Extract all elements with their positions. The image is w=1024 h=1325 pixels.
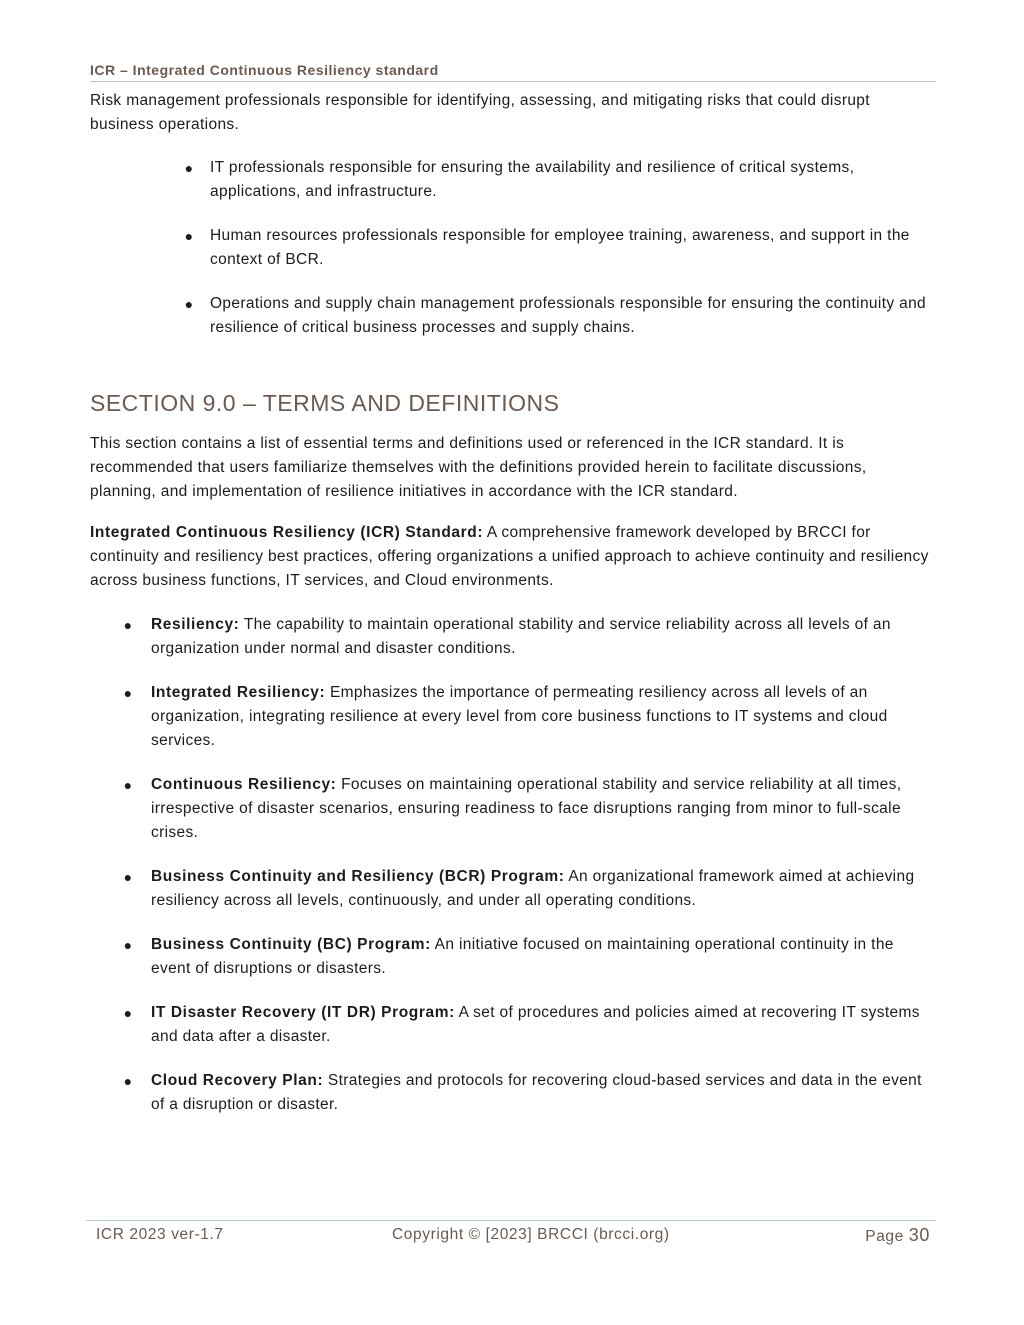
term-name: Integrated Resiliency: xyxy=(151,684,326,701)
term-definition: Focuses on maintaining operational stability and service reliability at all times, irrespective of disaster scenarios, ensuring readiness to face disruptions ranging from minor to full-scale crises. xyxy=(151,776,902,841)
definition-item xyxy=(123,681,936,753)
page-number xyxy=(865,1225,930,1246)
list-item-text: Human resources professionals responsible for employee training, awareness, and support in the context of BCR. xyxy=(210,227,910,268)
term-definition: A set of procedures and policies aimed at recovering IT systems and data after a disaster. xyxy=(151,1004,920,1045)
term-definition: The capability to maintain operational stability and service reliability across all levels of an organization under normal and disaster conditions. xyxy=(151,616,891,657)
section-intro: This section contains a list of essential terms and definitions used or referenced in the ICR standard. It is recommended that users familiarize themselves with the definitions provided herein to facilitate discussions, planning, and implementation of resilience initiatives in accordance with the ICR standard. xyxy=(90,435,867,500)
bullet-icon: ● xyxy=(184,296,194,312)
bullet-icon: ● xyxy=(123,685,133,701)
bullet-icon: ● xyxy=(123,777,133,793)
document-body xyxy=(90,89,936,1137)
bullet-icon: ● xyxy=(184,160,194,176)
definition-item xyxy=(123,773,936,845)
term-definition: An initiative focused on maintaining operational continuity in the event of disruptions or disasters. xyxy=(151,936,894,977)
bullet-icon: ● xyxy=(123,1073,133,1089)
term-name: IT Disaster Recovery (IT DR) Program: xyxy=(151,1004,455,1021)
definitions-list xyxy=(90,613,936,1117)
bullet-icon: ● xyxy=(123,1005,133,1021)
list-item xyxy=(184,292,936,340)
list-item-text: Operations and supply chain management professionals responsible for ensuring the continuity and resilience of critical business processes and supply chains. xyxy=(210,295,927,336)
bullet-icon: ● xyxy=(123,937,133,953)
definition-item xyxy=(123,613,936,661)
icr-definition xyxy=(90,521,936,593)
header-title: ICR – Integrated Continuous Resiliency standard xyxy=(90,62,439,78)
bullet-icon: ● xyxy=(123,617,133,633)
term-definition: Emphasizes the importance of permeating resiliency across all levels of an organization, integrating resilience at every level from core business functions to IT systems and cloud services. xyxy=(151,684,888,749)
term-name: Resiliency: xyxy=(151,616,240,633)
definition-item xyxy=(123,1001,936,1049)
term-name: Business Continuity (BC) Program: xyxy=(151,936,431,953)
definition-item xyxy=(123,865,936,913)
definition-item xyxy=(123,1069,936,1117)
footer-version: ICR 2023 ver-1.7 xyxy=(96,1226,224,1243)
definition-item xyxy=(123,933,936,981)
page-label: Page xyxy=(865,1228,909,1245)
list-item-text: IT professionals responsible for ensuring the availability and resilience of critical systems, applications, and infrastructure. xyxy=(210,159,855,200)
footer-copyright: Copyright © [2023] BRCCI (brcci.org) xyxy=(392,1226,670,1243)
list-item xyxy=(184,156,936,204)
intro-paragraph: Risk management professionals responsible for identifying, assessing, and mitigating risks that could disrupt business operations. xyxy=(90,92,870,133)
term-definition: An organizational framework aimed at achieving resiliency across all levels, continuously, and under all operating conditions. xyxy=(151,868,915,909)
bullet-icon: ● xyxy=(123,869,133,885)
term-name: Business Continuity and Resiliency (BCR) Program: xyxy=(151,868,565,885)
page-header xyxy=(90,61,936,82)
term-definition: Strategies and protocols for recovering cloud-based services and data in the event of a disruption or disaster. xyxy=(151,1072,922,1113)
page-number-value: 30 xyxy=(908,1225,930,1245)
section-title: SECTION 9.0 – TERMS AND DEFINITIONS xyxy=(90,390,560,416)
list-item xyxy=(184,224,936,272)
roles-list xyxy=(90,156,936,340)
term-name: Continuous Resiliency: xyxy=(151,776,337,793)
term-definition: A comprehensive framework developed by BRCCI for continuity and resiliency best practices, offering organizations a unified approach to achieve continuity and resiliency across business functions, IT services, and Cloud environments. xyxy=(90,524,929,589)
term-name: Cloud Recovery Plan: xyxy=(151,1072,324,1089)
page-footer xyxy=(86,1220,936,1249)
bullet-icon: ● xyxy=(184,228,194,244)
term-name: Integrated Continuous Resiliency (ICR) Standard: xyxy=(90,524,484,541)
